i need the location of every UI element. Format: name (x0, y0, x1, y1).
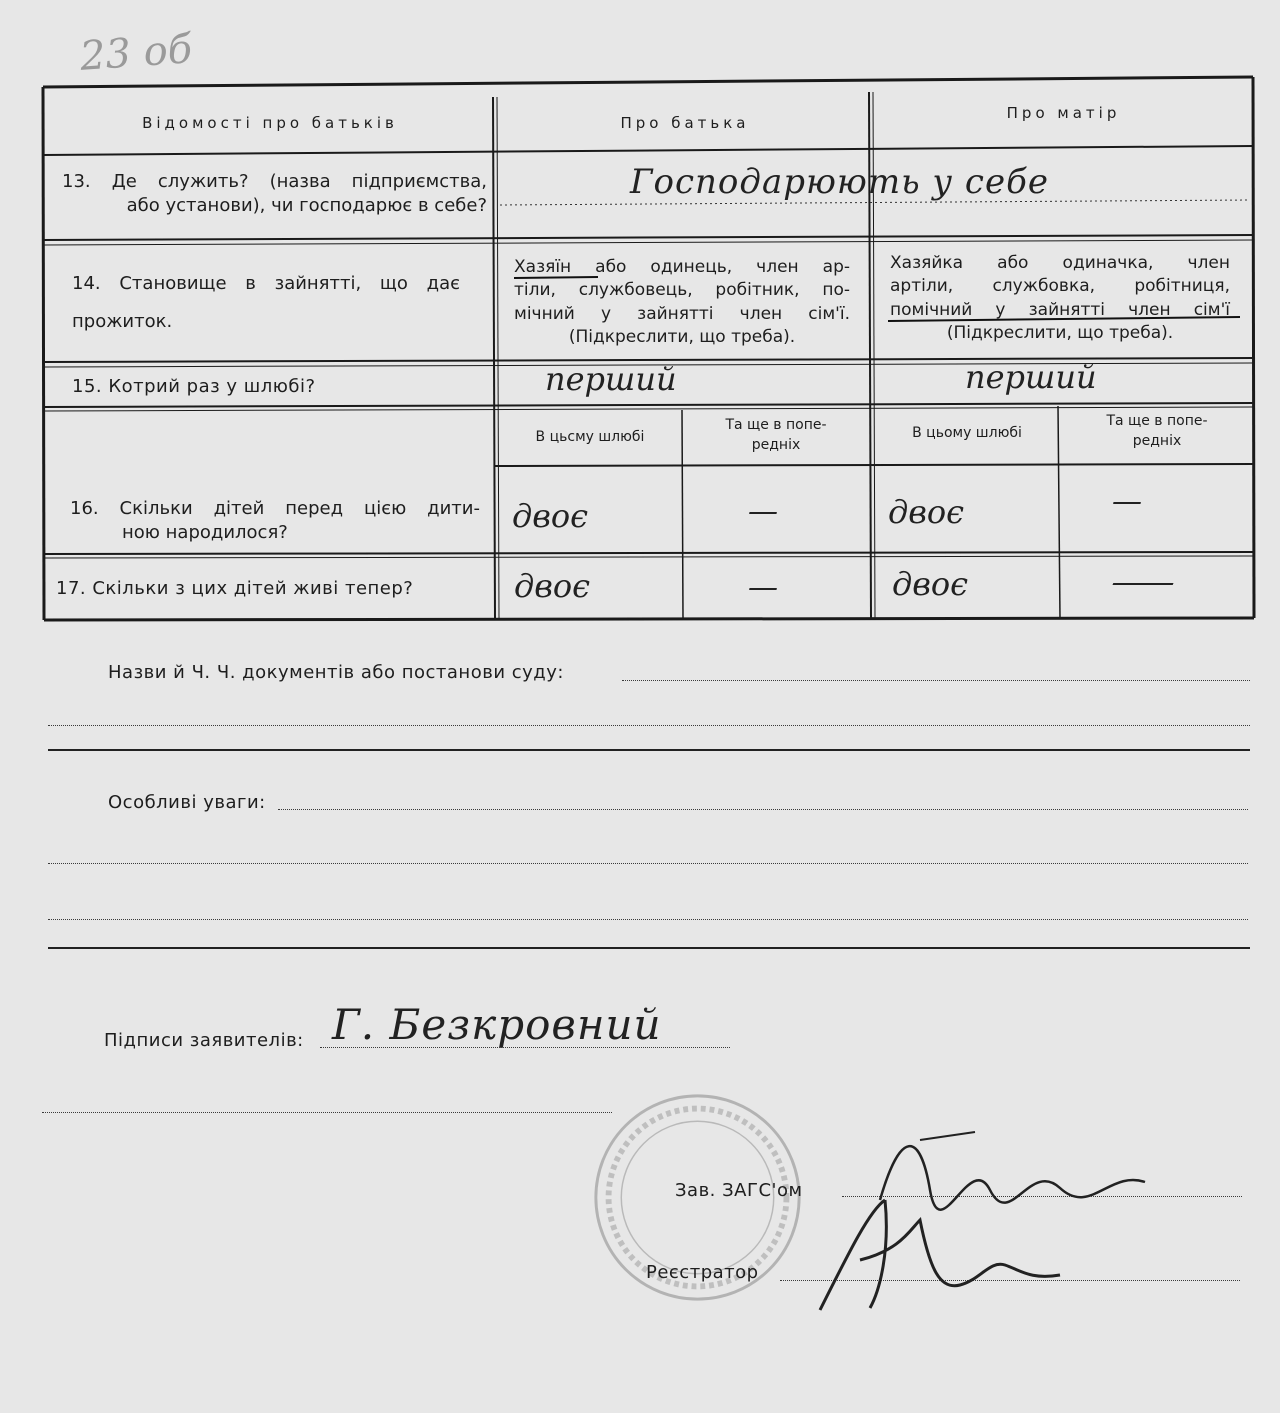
row15-mother-answer: перший (965, 358, 1097, 396)
remarks-label: Особливі уваги: (108, 792, 266, 813)
header-about-father: Про батька (620, 114, 750, 132)
subheader-father-this: В цьсму шлюбі (535, 429, 645, 445)
registrar-signature (790, 1190, 1090, 1320)
row17-mother-prev: — (1110, 565, 1176, 600)
row16-father-this: двоє (512, 497, 589, 535)
row14-mother-options (890, 252, 1230, 346)
row16-label-line2: ною народилося? (122, 522, 288, 544)
row14-mother-line1: Хазяйка або одиначка, член (890, 253, 1230, 273)
row14-label-line1: 14. Становище в зайнятті, що дає (72, 273, 460, 294)
row14-label-line2: прожиток. (72, 311, 173, 333)
row14-mother-line2: артіли, службовка, робітниця, (890, 276, 1230, 297)
row14-father-options (514, 256, 850, 350)
section-divider-2 (48, 947, 1250, 949)
documents-line-1 (622, 680, 1250, 681)
row16-mother-this: двоє (888, 493, 965, 531)
row17-label: 17. Скільки з цих дітей живі тепер? (56, 578, 414, 599)
row17-father-this: двоє (514, 567, 591, 605)
row14-father-line4: (Підкреслити, що треба). (568, 327, 796, 348)
section-divider-1 (48, 749, 1250, 751)
row14-father-line3: мічний у зайнятті член сім'ї. (514, 303, 850, 324)
registrar-label: Реєстратор (646, 1262, 759, 1283)
row14-mother-line3: помічний у зайнятті член сім'ї (890, 299, 1230, 320)
row14-father-line1: Хазяїн або одинець, член ар- (514, 257, 850, 277)
subheader-mother-prev (1064, 412, 1250, 451)
subheader-father-prev-line1: Та ще в попе- (725, 417, 827, 433)
row13-answer: Господарюють у себе (630, 162, 1049, 202)
row14-father-line2: тіли, службовець, робітник, по- (514, 280, 850, 301)
header-about-mother: Про матір (1006, 104, 1121, 122)
row16-mother-prev: — (1112, 484, 1142, 519)
row15-label: 15. Котрий раз у шлюбі? (72, 376, 316, 397)
applicant-signature: Г. Безкровний (332, 1000, 662, 1049)
signatures-line-1 (320, 1047, 730, 1048)
row15-father-answer: перший (545, 360, 677, 398)
subheader-mother-prev-line2: редніх (1132, 432, 1182, 449)
signatures-line-2 (42, 1112, 612, 1113)
subheader-mother-prev-line1: Та ще в попе- (1106, 413, 1208, 429)
row13-label (62, 170, 487, 219)
archive-mark: 23 об (78, 26, 194, 80)
subheader-father-prev-line2: редніх (751, 436, 801, 453)
documents-line-2 (48, 725, 1250, 726)
documents-label: Назви й Ч. Ч. документів або постанови суду: (108, 662, 564, 683)
row16-father-prev: — (748, 494, 778, 529)
remarks-line-3 (48, 919, 1248, 920)
row16-label (70, 497, 480, 546)
remarks-line-2 (48, 863, 1248, 864)
row16-label-line1: 16. Скільки дітей перед цією дити- (70, 498, 480, 519)
head-label: Зав. ЗАГС'ом (675, 1180, 803, 1201)
signatures-label: Підписи заявителів: (104, 1030, 304, 1051)
header-parents-info: Відомості про батьків (142, 114, 398, 132)
remarks-line-1 (278, 809, 1248, 810)
row14-label (72, 272, 460, 335)
row17-father-prev: — (748, 570, 778, 605)
row13-label-line1: 13. Де служить? (назва підприємства, (62, 171, 487, 192)
row13-label-line2: або установи), чи господарює в себе? (126, 195, 487, 217)
subheader-father-prev (686, 416, 866, 455)
row17-mother-this: двоє (892, 565, 969, 603)
row14-mother-line4: (Підкреслити, що треба). (946, 323, 1174, 344)
subheader-mother-this: В цьому шлюбі (912, 425, 1022, 441)
